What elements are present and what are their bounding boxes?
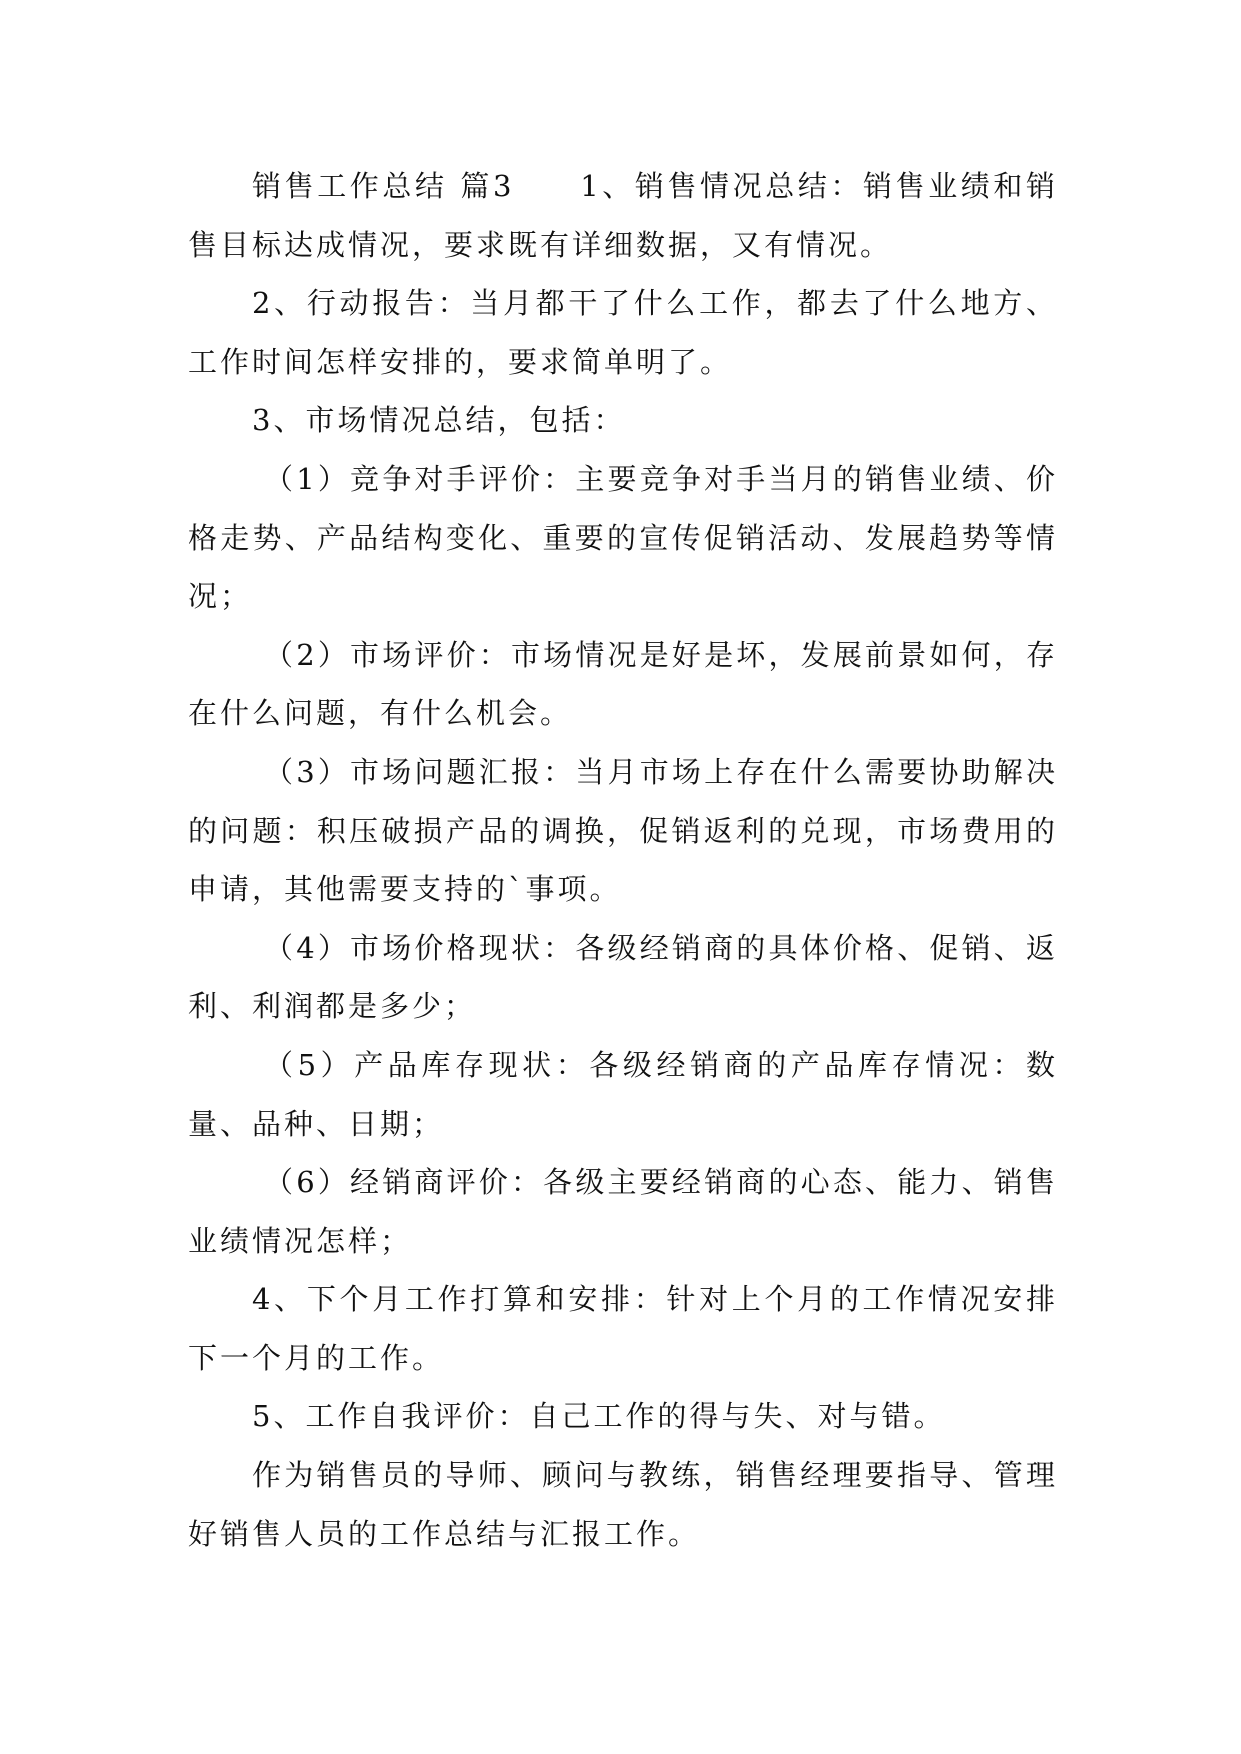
paragraph-market-evaluation: （2）市场评价：市场情况是好是坏，发展前景如何，存在什么问题，有什么机会。 (188, 637, 1058, 731)
paragraph-inventory-status: （5）产品库存现状：各级经销商的产品库存情况：数量、品种、日期； (188, 1047, 1058, 1141)
document-body (188, 157, 1058, 1563)
paragraph-market-summary: 3、市场情况总结，包括： (252, 403, 626, 438)
paragraph-self-evaluation: 5、工作自我评价：自己工作的得与失、对与错。 (252, 1399, 946, 1434)
paragraph-competitor-evaluation: （1）竞争对手评价：主要竞争对手当月的销售业绩、价格走势、产品结构变化、重要的宣传促销活动、发展趋势等情况； (188, 461, 1058, 614)
paragraph-next-month-plan: 4、下个月工作打算和安排：针对上个月的工作情况安排下一个月的工作。 (188, 1282, 1058, 1375)
paragraph-action-report: 2、行动报告：当月都干了什么工作，都去了什么地方、工作时间怎样安排的，要求简单明了。 (188, 286, 1058, 379)
paragraph-market-issues: （3）市场问题汇报：当月市场上存在什么需要协助解决的问题：积压破损产品的调换，促销返利的兑现，市场费用的申请，其他需要支持的`事项。 (188, 754, 1058, 907)
paragraph-manager-role: 作为销售员的导师、顾问与教练，销售经理要指导、管理好销售人员的工作总结与汇报工作。 (188, 1458, 1058, 1551)
paragraph-sales-summary: 销售工作总结 篇3 1、销售情况总结：销售业绩和销售目标达成情况，要求既有详细数据，又有情况。 (188, 169, 1058, 262)
paragraph-market-prices: （4）市场价格现状：各级经销商的具体价格、促销、返利、利润都是多少； (188, 930, 1058, 1024)
paragraph-dealer-evaluation: （6）经销商评价：各级主要经销商的心态、能力、销售业绩情况怎样； (188, 1165, 1058, 1258)
